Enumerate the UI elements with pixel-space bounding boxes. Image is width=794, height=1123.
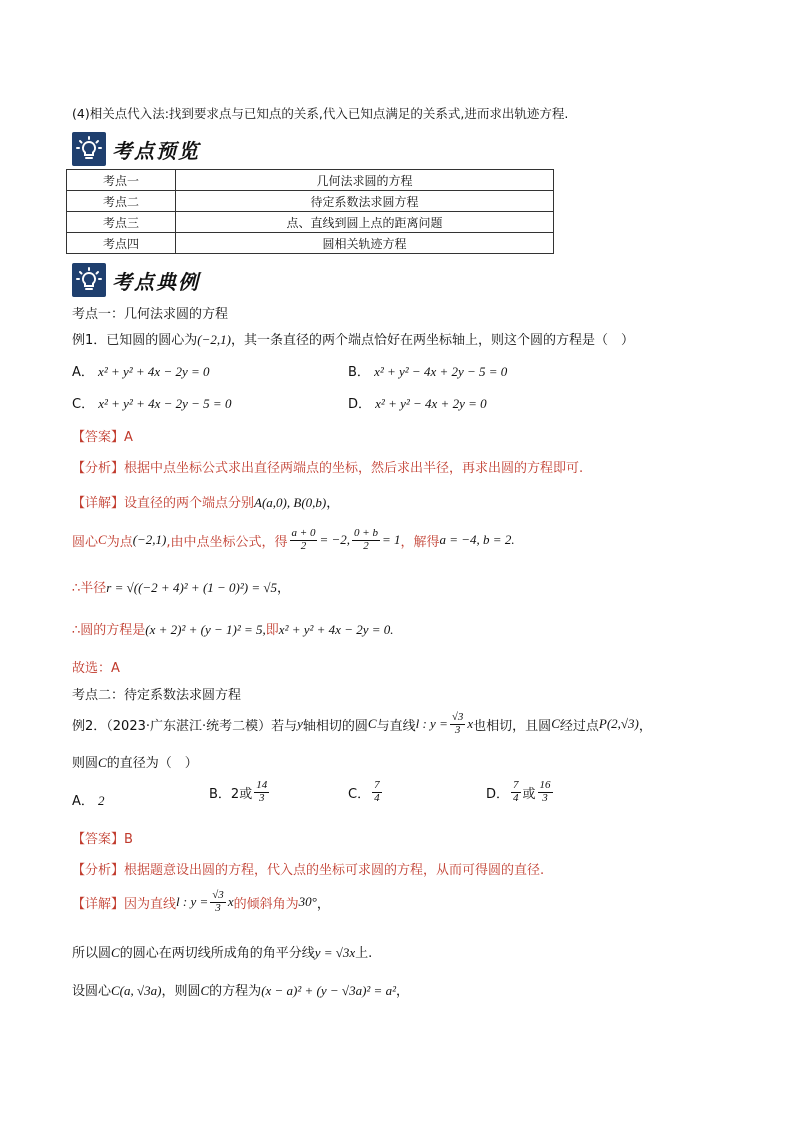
section-header-examples bbox=[72, 262, 200, 298]
topic1-heading: 考点一：几何法求圆的方程 bbox=[72, 307, 229, 322]
table-row bbox=[67, 170, 554, 191]
example2-question: 例2．（2023·广东湛江·统考二模）若与 y 轴相切的圆 C 与直线 l : y = $\frac{√3}{3}$ x 也相切，且圆 C 经过点 P(2,√3) ， bbox=[72, 711, 652, 736]
option-c: C． x² + y² + 4x − 2y − 5 = 0 bbox=[72, 396, 232, 412]
section-title-preview: 考点预览 bbox=[112, 138, 200, 163]
option-a: A． 2 bbox=[72, 793, 105, 809]
option-d: D． $\frac{7}{4}$ 或 $\frac{16}{3}$ bbox=[486, 779, 551, 804]
table-row bbox=[67, 212, 554, 233]
lightbulb-icon bbox=[72, 263, 106, 297]
table-cell-value: 圆相关轨迹方程 bbox=[176, 233, 554, 254]
option-a: A． x² + y² + 4x − 2y = 0 bbox=[72, 364, 210, 380]
radius-line: ∴半径r = √((−2 + 4)² + (1 − 0)²) = √5， bbox=[72, 580, 291, 596]
fraction: $\frac{0 + b}{2}$ bbox=[354, 527, 378, 552]
option-b: B． x² + y² − 4x + 2y − 5 = 0 bbox=[348, 364, 508, 380]
detail-2-line1: 【详解】 因为直线 l : y = $\frac{√3}{3}$ x 的倾斜角为 30° ， bbox=[72, 889, 330, 914]
example2-question-line2: 则圆C的直径为（ ） bbox=[72, 755, 198, 771]
fraction: $\frac{√3}{3}$ bbox=[451, 711, 464, 736]
table-cell-value: 点、直线到圆上点的距离问题 bbox=[176, 212, 554, 233]
table-cell-value: 几何法求圆的方程 bbox=[176, 170, 554, 191]
fraction: $\frac{a + 0}{2}$ bbox=[291, 527, 316, 552]
table-row bbox=[67, 233, 554, 254]
answer-1: 【答案】A bbox=[72, 430, 133, 445]
detail-1-line2: 圆心 C 为点 (−2,1) ,由中点坐标公式，得 $\frac{a + 0}{2}$ = −2, $\frac{0 + b}{2}$ = 1 ，解得 a = −4, b = 2. bbox=[72, 527, 515, 552]
fraction: $\frac{√3}{3}$ bbox=[212, 889, 224, 914]
intro-line: (4)相关点代入法:找到要求点与已知点的关系,代入已知点满足的关系式,进而求出轨迹方程. bbox=[72, 106, 569, 121]
table-cell-key: 考点三 bbox=[67, 212, 176, 233]
answer-2: 【答案】B bbox=[72, 832, 133, 847]
table-cell-key: 考点一 bbox=[67, 170, 176, 191]
topic2-heading: 考点二：待定系数法求圆方程 bbox=[72, 688, 242, 703]
fraction: $\frac{16}{3}$ bbox=[539, 779, 551, 804]
analysis-2: 【分析】根据题意设出圆的方程，代入点的坐标可求圆的方程，从而可得圆的直径. bbox=[72, 863, 545, 878]
detail-2-line2: 所以圆C的圆心在两切线所成角的角平分线y = √3x上. bbox=[72, 945, 373, 961]
option-d: D． x² + y² − 4x + 2y = 0 bbox=[348, 396, 487, 412]
fraction: $\frac{7}{4}$ bbox=[513, 779, 519, 804]
example1-question: 例1．已知圆的圆心为(−2,1)，其一条直径的两个端点恰好在两坐标轴上，则这个圆的方程是（ ） bbox=[72, 332, 634, 348]
table-cell-value: 待定系数法求圆方程 bbox=[176, 191, 554, 212]
detail-1-line1: 【详解】设直径的两个端点分别A(a,0), B(0,b)， bbox=[72, 495, 340, 511]
section-title-examples: 考点典例 bbox=[112, 269, 200, 294]
conclusion-1: 故选：A bbox=[72, 661, 120, 676]
fraction: $\frac{7}{4}$ bbox=[374, 779, 380, 804]
circle-equation-line: ∴圆的方程是(x + 2)² + (y − 1)² = 5,即x² + y² + 4x − 2y = 0. bbox=[72, 622, 394, 638]
analysis-1: 【分析】根据中点坐标公式求出直径两端点的坐标，然后求出半径，再求出圆的方程即可. bbox=[72, 461, 584, 476]
table-cell-key: 考点二 bbox=[67, 191, 176, 212]
table-cell-key: 考点四 bbox=[67, 233, 176, 254]
preview-table bbox=[66, 169, 554, 254]
fraction: $\frac{14}{3}$ bbox=[256, 779, 268, 804]
table-row bbox=[67, 191, 554, 212]
section-header-preview bbox=[72, 131, 200, 167]
lightbulb-icon bbox=[72, 132, 106, 166]
detail-2-line3: 设圆心C(a, √3a)，则圆C的方程为(x − a)² + (y − √3a)² = a²， bbox=[72, 983, 409, 999]
option-b: B． 2或 $\frac{14}{3}$ bbox=[209, 779, 268, 804]
option-c: C． $\frac{7}{4}$ bbox=[348, 779, 380, 804]
